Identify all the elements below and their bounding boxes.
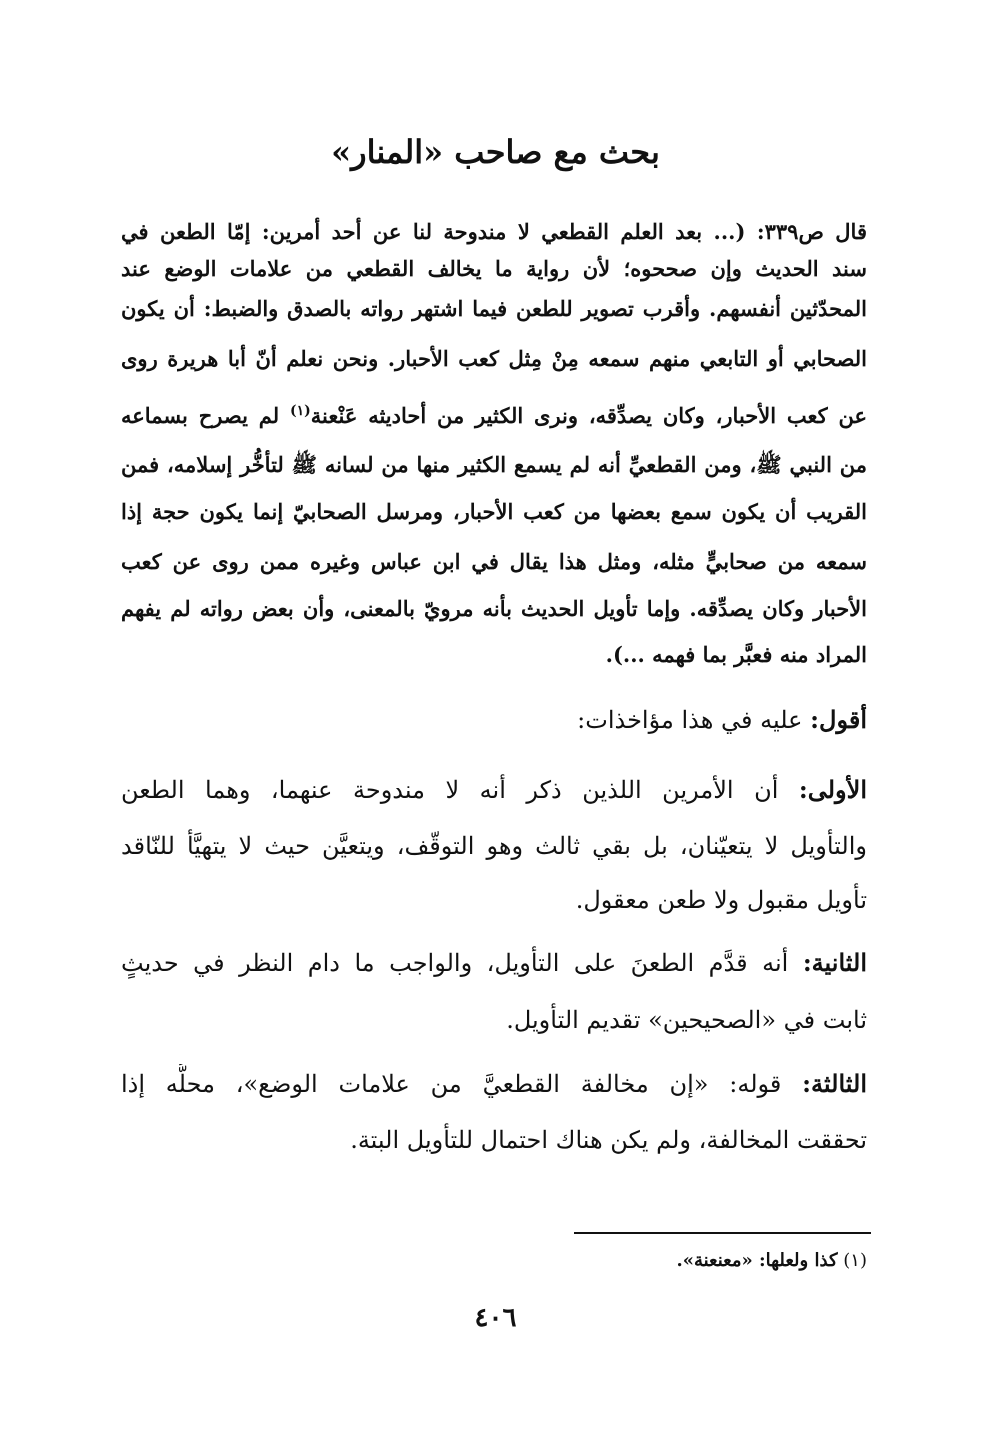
aqulu-label: أقول: — [810, 705, 867, 734]
quote-line-3: المحدّثين أنفسهم. وأقرب تصوير للطعن فيما اشتهر رواته بالصدق والضبط: أن يكون — [121, 296, 867, 321]
first-point-line-2: والتأويل لا يتعيّنان، بل بقي ثالث وهو التوقّف، ويتعيَّن حيث لا يتهيَّأ للنّاقد — [121, 832, 867, 860]
second-point-line-1 — [121, 943, 867, 983]
quote-line-5-start: عن كعب الأحبار، وكان يصدِّقه، ونرى الكثير من أحاديثه عَنْعنة — [310, 403, 867, 428]
quote-line-7: القريب أن يكون سمع بعضها من كعب الأحبار، ومرسل الصحابيّ إنما يكون حجة إذا — [121, 499, 867, 524]
second-point-label: الثانية: — [802, 948, 867, 977]
quote-line-5 — [121, 398, 867, 434]
footnote-number: (١) — [843, 1250, 867, 1271]
third-point-line-2: تحققت المخالفة، ولم يكن هناك احتمال للتأويل البتة. — [350, 1126, 867, 1154]
quote-line-6: من النبي ﷺ، ومن القطعيِّ أنه لم يسمع الكثير منها من لسانه ﷺ لتأخُّر إسلامه، فمن — [121, 452, 867, 477]
aqulu-text: عليه في هذا مؤاخذات: — [577, 706, 803, 734]
footnote-divider — [574, 1232, 871, 1234]
quote-line-8: سمعه من صحابيٍّ مثله، ومثل هذا يقال في ابن عباس وغيره ممن روى عن كعب — [121, 549, 867, 574]
quote-line-10: المراد منه فعبَّر بما فهمه ...). — [605, 642, 867, 667]
quote-line-5-end: لم يصرح بسماعه — [121, 403, 280, 428]
first-point-line-3: تأويل مقبول ولا طعن معقول. — [575, 886, 867, 914]
third-point-label: الثالثة: — [802, 1069, 867, 1098]
quote-line-1: قال ص٣٣٩: (... بعد العلم القطعي لا مندوحة لنا عن أحد أمرين: إمّا الطعن في — [121, 219, 867, 244]
aqulu-line — [121, 700, 867, 740]
page-title: بحث مع صاحب «المنار» — [331, 133, 660, 171]
footnote-marker: (١) — [289, 403, 311, 419]
quote-line-2: سند الحديث وإن صححوه؛ لأن رواية ما يخالف القطعي من علامات الوضع عند — [121, 256, 867, 281]
third-point-line-1 — [121, 1064, 867, 1104]
second-point-text-1: أنه قدَّم الطعنَ على التأويل، والواجب ما دام النظر في حديثٍ — [121, 949, 789, 977]
footnote — [676, 1247, 867, 1275]
page-number: ٤٠٦ — [474, 1303, 517, 1333]
first-point-text-1: أن الأمرين اللذين ذكر أنه لا مندوحة عنهما، وهما الطعن — [121, 776, 779, 804]
footnote-text: كذا ولعلها: «معنعنة». — [676, 1250, 838, 1271]
second-point-line-2: ثابت في «الصحيحين» تقديم التأويل. — [506, 1006, 867, 1034]
third-point-text-1: قوله: «إن مخالفة القطعيَّ من علامات الوضع»، محلُّه إذا — [121, 1070, 782, 1098]
first-point-label: الأولى: — [798, 775, 867, 804]
first-point-line-1 — [121, 770, 867, 810]
quote-line-9: الأحبار وكان يصدِّقه. وإما تأويل الحديث بأنه مرويّ بالمعنى، وأن بعض رواته لم يفهم — [121, 596, 867, 621]
quote-line-4: الصحابي أو التابعي منهم سمعه مِنْ مِثل كعب الأحبار. ونحن نعلم أنّ أبا هريرة روى — [121, 346, 867, 371]
